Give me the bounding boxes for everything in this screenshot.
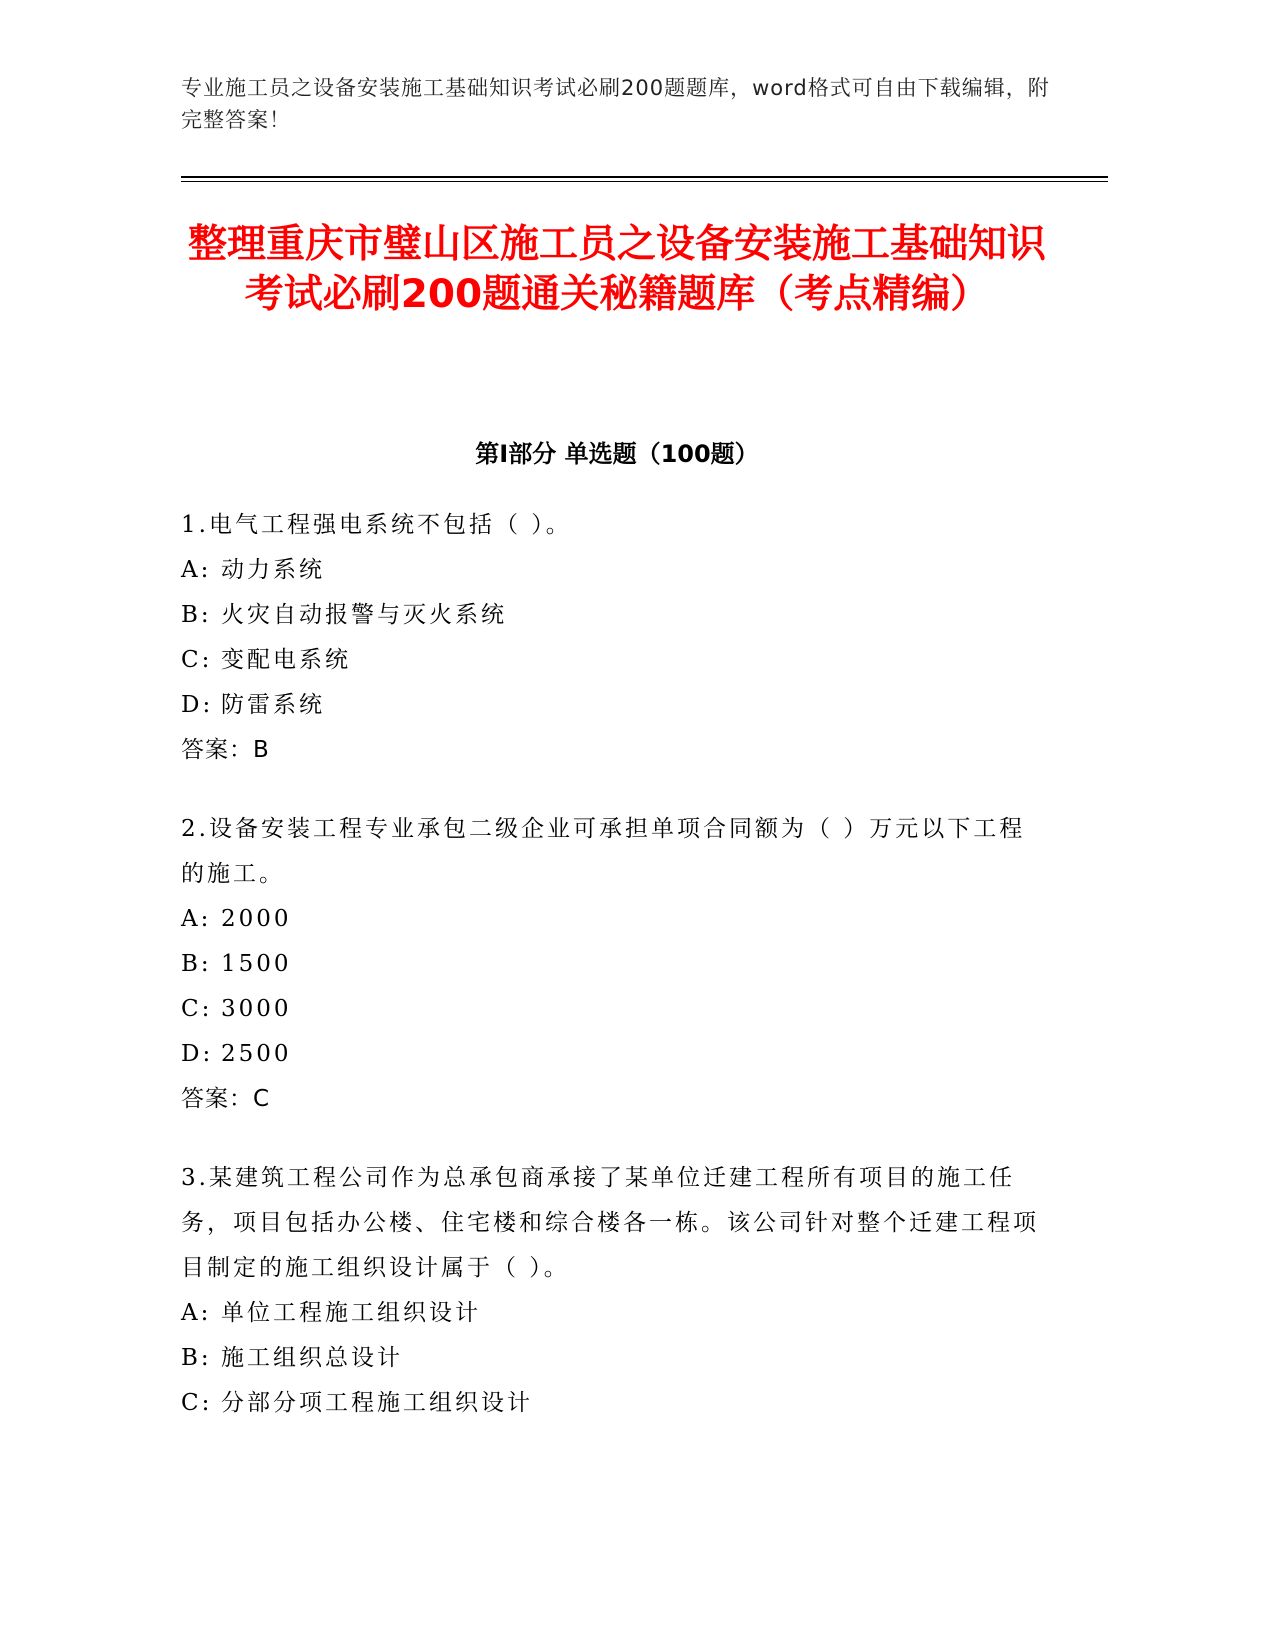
question-stem: 3.某建筑工程公司作为总承包商承接了某单位迁建工程所有项目的施工任务，项目包括办公楼、住宅楼和综合楼各一栋。该公司针对整个迁建工程项目制定的施工组织设计属于（ ）。 <box>181 1165 1039 1281</box>
question-stem: 2.设备安装工程专业承包二级企业可承担单项合同额为（ ）万元以下工程的施工。 <box>181 816 1026 887</box>
answer <box>181 728 1041 773</box>
option-a <box>181 897 1041 942</box>
answer-value: C <box>253 1086 271 1112</box>
answer-value: B <box>253 737 270 763</box>
option-text: 防雷系统 <box>221 692 325 718</box>
option-text: 变配电系统 <box>221 647 351 673</box>
option-letter: C: <box>181 1390 213 1416</box>
option-letter: D: <box>181 1041 214 1067</box>
option-c <box>181 638 1041 683</box>
question-1 <box>181 503 1041 773</box>
option-letter: A: <box>181 1300 212 1326</box>
option-text: 动力系统 <box>221 557 325 583</box>
option-letter: B: <box>181 602 212 628</box>
option-a <box>181 1291 1041 1336</box>
option-c <box>181 1381 1041 1426</box>
header-rule-thick <box>181 176 1108 178</box>
option-text: 2000 <box>221 906 292 932</box>
option-d <box>181 683 1041 728</box>
header-note: 专业施工员之设备安装施工基础知识考试必刷200题题库，word格式可自由下载编辑，附完整答案！ <box>181 76 1050 132</box>
option-b <box>181 942 1041 987</box>
option-text: 火灾自动报警与灭火系统 <box>221 602 507 628</box>
option-letter: C: <box>181 647 213 673</box>
option-text: 分部分项工程施工组织设计 <box>221 1390 533 1416</box>
option-letter: B: <box>181 1345 212 1371</box>
section-title: 第I部分 单选题（100题） <box>475 440 759 468</box>
document-title: 整理重庆市璧山区施工员之设备安装施工基础知识考试必刷200题通关秘籍题库（考点精编） <box>187 222 1046 317</box>
option-text: 3000 <box>221 996 292 1022</box>
option-letter: A: <box>181 557 212 583</box>
question-3 <box>181 1156 1041 1426</box>
option-text: 1500 <box>221 951 292 977</box>
option-b <box>181 593 1041 638</box>
option-letter: A: <box>181 906 212 932</box>
option-text: 单位工程施工组织设计 <box>221 1300 481 1326</box>
question-2 <box>181 807 1041 1122</box>
header-rule-thin <box>181 181 1108 182</box>
answer-label: 答案： <box>181 1086 253 1112</box>
option-letter: D: <box>181 692 214 718</box>
question-stem: 1.电气工程强电系统不包括（ ）。 <box>181 512 572 538</box>
option-c <box>181 987 1041 1032</box>
option-text: 施工组织总设计 <box>221 1345 403 1371</box>
option-letter: B: <box>181 951 212 977</box>
option-b <box>181 1336 1041 1381</box>
answer <box>181 1077 1041 1122</box>
option-letter: C: <box>181 996 213 1022</box>
answer-label: 答案： <box>181 737 253 763</box>
option-a <box>181 548 1041 593</box>
option-text: 2500 <box>221 1041 292 1067</box>
option-d <box>181 1032 1041 1077</box>
